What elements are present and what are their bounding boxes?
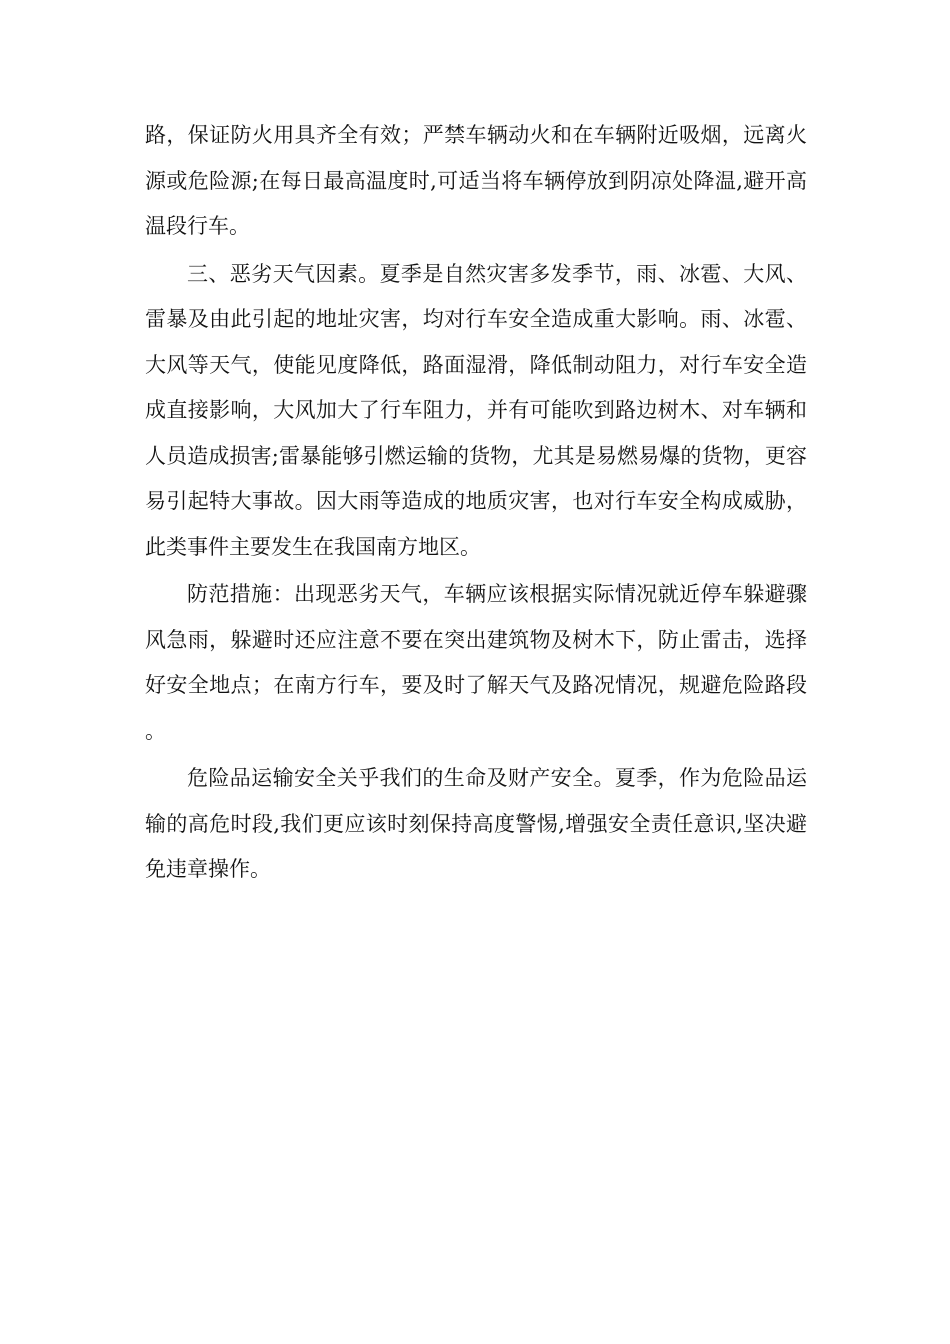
document-body [145,113,807,893]
paragraph-severe-weather: 三、恶劣天气因素。夏季是自然灾害多发季节，雨、冰雹、大风、雷暴及由此引起的地址灾害，均对行车安全造成重大影响。雨、冰雹、大风等天气，使能见度降低，路面湿滑，降低制动阻力，对行车安全造成直接影响，大风加大了行车阻力，并有可能吹到路边树木、对车辆和人员造成损害;雷暴能够引燃运输的货物，尤其是易燃易爆的货物，更容易引起特大事故。因大雨等造成的地质灾害，也对行车安全构成威胁，此类事件主要发生在我国南方地区。 [145,261,807,559]
paragraph-conclusion: 危险品运输安全关乎我们的生命及财产安全。夏季，作为危险品运输的高危时段,我们更应该时刻保持高度警惕,增强安全责任意识,坚决避免违章操作。 [145,766,807,881]
paragraph-prevention-measures: 防范措施：出现恶劣天气，车辆应该根据实际情况就近停车躲避骤风急雨，躲避时还应注意不要在突出建筑物及树木下，防止雷击，选择好安全地点；在南方行车，要及时了解天气及路况情况，规避危险路段。 [145,582,807,743]
paragraph-fire-prevention-continued: 路，保证防火用具齐全有效；严禁车辆动火和在车辆附近吸烟，远离火源或危险源;在每日最高温度时,可适当将车辆停放到阴凉处降温,避开高温段行车。 [145,123,807,238]
